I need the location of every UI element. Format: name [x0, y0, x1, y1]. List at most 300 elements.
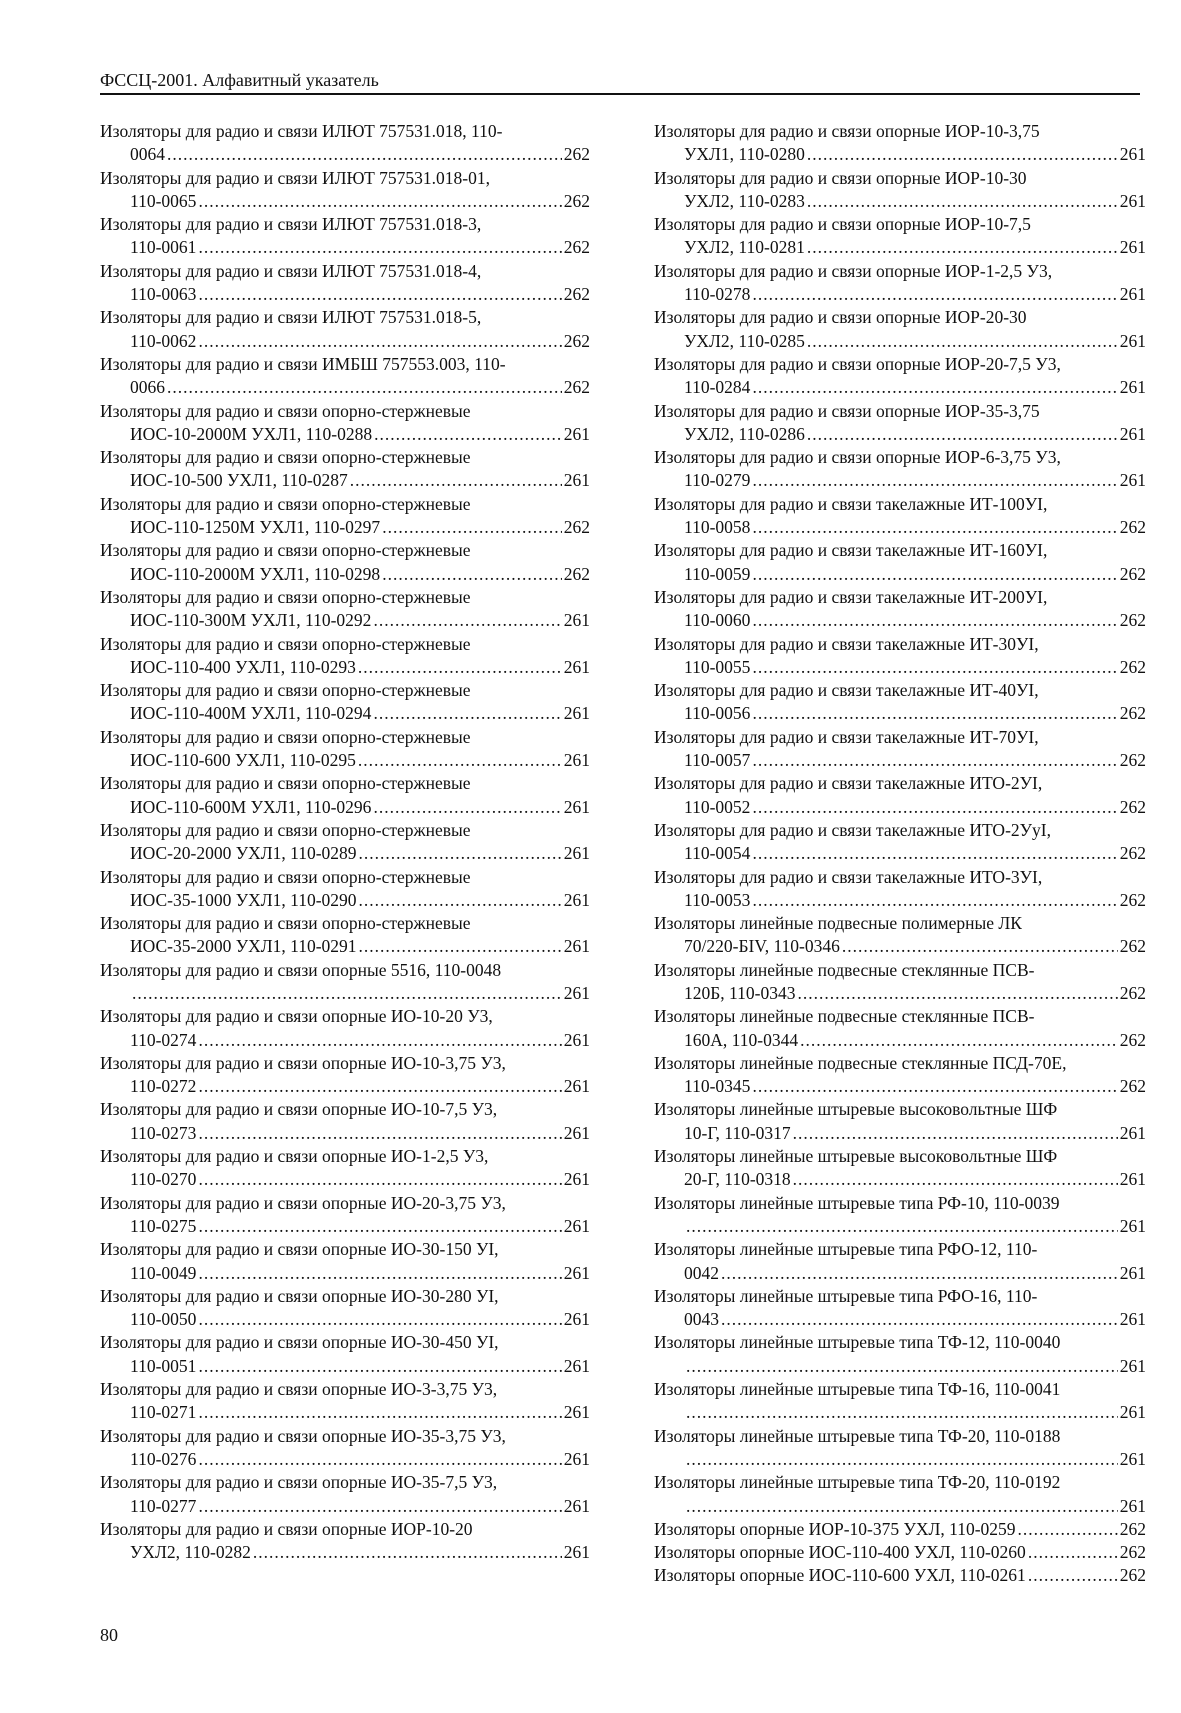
dot-leader [359, 935, 562, 958]
entry-continuation [654, 1075, 1146, 1098]
entry-title: Изоляторы для радио и связи опорные ИОР-10-30 [654, 167, 1027, 188]
dot-leader [167, 143, 562, 166]
index-entry [100, 260, 590, 307]
index-entry [100, 1192, 590, 1239]
entry-title: Изоляторы для радио и связи такелажные ИТ-160УІ, [654, 540, 1048, 561]
entry-continuation [100, 330, 590, 353]
entry-page: 262 [1119, 610, 1146, 631]
entry-title: Изоляторы для радио и связи опорные ИО-20-3,75 У3, [100, 1192, 506, 1213]
entry-page: 262 [1119, 656, 1146, 677]
entry-code: УХЛ1, 110-0280 [684, 144, 805, 165]
entry-code: ИОС-20-2000 УХЛ1, 110-0289 [130, 843, 357, 864]
dot-leader [752, 376, 1117, 399]
entry-code: 110-0284 [684, 377, 751, 398]
entry-title: Изоляторы для радио и связи опорные ИОР-20-7,5 У3, [654, 353, 1061, 374]
entry-continuation [100, 1401, 590, 1424]
dot-leader [382, 516, 562, 539]
entry-code: 110-0054 [684, 843, 751, 864]
entry-title: Изоляторы линейные штыревые типа ТФ-20, 110-0188 [654, 1425, 1061, 1446]
entry-title: Изоляторы для радио и связи опорные ИО-1-2,5 У3, [100, 1146, 489, 1167]
entry-code: 110-0057 [684, 750, 751, 771]
dot-leader [793, 1122, 1118, 1145]
entry-continuation [100, 982, 590, 1005]
entry-continuation [654, 563, 1146, 586]
entry-continuation [100, 283, 590, 306]
index-entry [100, 772, 590, 819]
dot-leader [752, 796, 1117, 819]
dot-leader [373, 796, 561, 819]
index-entry [100, 726, 590, 773]
entry-page: 262 [563, 563, 590, 584]
index-entry [654, 866, 1146, 913]
entry-continuation [654, 749, 1146, 772]
entry-page: 261 [1119, 377, 1146, 398]
entry-continuation [654, 796, 1146, 819]
dot-leader [359, 889, 562, 912]
entry-page: 261 [563, 796, 590, 817]
entry-continuation [654, 143, 1146, 166]
entry-page: 261 [563, 470, 590, 491]
index-entry [654, 1518, 1146, 1541]
entry-page: 262 [1119, 982, 1146, 1003]
entry-page: 262 [1119, 936, 1146, 957]
index-entry [654, 726, 1146, 773]
dot-leader [373, 702, 561, 725]
entry-page: 261 [1119, 1355, 1146, 1376]
entry-continuation [654, 842, 1146, 865]
dot-leader [752, 283, 1117, 306]
page-number: 80 [100, 1625, 118, 1645]
dot-leader [807, 236, 1118, 259]
entry-continuation [100, 1168, 590, 1191]
entry-continuation [654, 516, 1146, 539]
index-entry [654, 586, 1146, 633]
entry-page: 261 [563, 936, 590, 957]
entry-code: 10-Г, 110-0317 [684, 1122, 791, 1143]
index-entry [654, 1052, 1146, 1099]
dot-leader [752, 749, 1117, 772]
entry-page: 261 [1119, 1215, 1146, 1236]
entry-page: 261 [1119, 470, 1146, 491]
entry-page: 261 [1119, 144, 1146, 165]
index-entry [654, 446, 1146, 493]
dot-leader [842, 935, 1118, 958]
entry-code: 110-0279 [684, 470, 751, 491]
index-entry [100, 446, 590, 493]
entry-title: Изоляторы для радио и связи опорные ИОР-10-7,5 [654, 214, 1031, 235]
entry-page: 262 [1119, 796, 1146, 817]
entry-continuation [100, 1448, 590, 1471]
entry-code: 110-0065 [130, 190, 197, 211]
entry-page: 261 [1119, 1122, 1146, 1143]
dot-leader [686, 1355, 1118, 1378]
entry-code: 110-0271 [130, 1402, 197, 1423]
entry-continuation [654, 1308, 1146, 1331]
entry-code: 20-Г, 110-0318 [684, 1169, 791, 1190]
entry-page: 262 [563, 330, 590, 351]
dot-leader [721, 1262, 1118, 1285]
dot-leader [198, 1495, 561, 1518]
dot-leader [686, 1215, 1118, 1238]
entry-code: ИОС-110-400М УХЛ1, 110-0294 [130, 703, 372, 724]
entry-title: Изоляторы для радио и связи опорно-стержневые [100, 540, 471, 561]
entry-title: Изоляторы для радио и связи такелажные ИТ-200УІ, [654, 586, 1048, 607]
entry-code: 0064 [130, 144, 165, 165]
entry-title: Изоляторы для радио и связи ИЛЮТ 757531.018, 110- [100, 121, 503, 141]
entry-page: 261 [1119, 1448, 1146, 1469]
entry-code: ИОС-110-2000М УХЛ1, 110-0298 [130, 563, 381, 584]
entry-code: УХЛ2, 110-0282 [130, 1542, 251, 1563]
entry-page: 261 [563, 1355, 590, 1376]
entry-continuation [100, 423, 590, 446]
dot-leader [198, 1401, 561, 1424]
index-entry [100, 1378, 590, 1425]
entry-code: 110-0053 [684, 889, 751, 910]
entry-code: УХЛ2, 110-0283 [684, 190, 805, 211]
entry-title: Изоляторы для радио и связи опорные ИО-30-450 УІ, [100, 1332, 499, 1353]
entry-code: ИОС-110-600 УХЛ1, 110-0295 [130, 750, 356, 771]
dot-leader [198, 330, 561, 353]
entry-continuation [654, 1495, 1146, 1518]
entry-continuation [654, 1168, 1146, 1191]
entry-page: 261 [563, 1029, 590, 1050]
dot-leader [752, 516, 1117, 539]
dot-leader [721, 1308, 1118, 1331]
entry-title: Изоляторы для радио и связи ИМБШ 757553.003, 110- [100, 353, 506, 374]
entry-title: Изоляторы для радио и связи опорные ИОР-6-3,75 У3, [654, 447, 1061, 468]
entry-continuation [100, 1122, 590, 1145]
entry-page: 261 [1119, 237, 1146, 258]
index-entry [654, 1192, 1146, 1239]
entry-page: 262 [563, 284, 590, 305]
index-entry [654, 772, 1146, 819]
page-header [100, 70, 1140, 95]
dot-leader [253, 1541, 562, 1564]
entry-title: Изоляторы для радио и связи опорно-стержневые [100, 586, 471, 607]
entry-continuation [100, 1029, 590, 1052]
entry-title: Изоляторы линейные штыревые типа РФО-12, 110- [654, 1239, 1038, 1260]
index-entry [100, 959, 590, 1006]
index-entry [654, 1541, 1146, 1564]
entry-continuation [100, 1308, 590, 1331]
entry-title: Изоляторы для радио и связи опорные ИО-35-7,5 У3, [100, 1472, 498, 1493]
entry-title: Изоляторы для радио и связи опорные ИО-30-150 УІ, [100, 1239, 499, 1260]
index-entry [100, 679, 590, 726]
entry-continuation [654, 935, 1146, 958]
entry-title: Изоляторы линейные подвесные полимерные ЛК [654, 913, 1022, 934]
entry-title: Изоляторы для радио и связи опорно-стержневые [100, 493, 471, 514]
index-entry [654, 167, 1146, 214]
index-column-left [100, 120, 590, 1564]
entry-code: 70/220-БIV, 110-0346 [684, 936, 840, 957]
entry-code: 110-0276 [130, 1448, 197, 1469]
index-entry [100, 353, 590, 400]
entry-page: 261 [1119, 1169, 1146, 1190]
dot-leader [686, 1401, 1118, 1424]
entry-page: 261 [1119, 1402, 1146, 1423]
index-entry [100, 1052, 590, 1099]
entry-page: 261 [1119, 190, 1146, 211]
dot-leader [752, 702, 1117, 725]
entry-page: 261 [563, 703, 590, 724]
entry-title: Изоляторы для радио и связи такелажные ИТО-3УІ, [654, 866, 1043, 887]
entry-page: 262 [1119, 1518, 1146, 1539]
entry-page: 261 [1119, 284, 1146, 305]
dot-leader [807, 143, 1118, 166]
dot-leader [797, 982, 1117, 1005]
dot-leader [752, 469, 1117, 492]
entry-code: УХЛ2, 110-0281 [684, 237, 805, 258]
entry-title: Изоляторы для радио и связи ИЛЮТ 757531.018-3, [100, 214, 482, 235]
index-entry [100, 1331, 590, 1378]
entry-code: 110-0274 [130, 1029, 197, 1050]
entry-page: 261 [1119, 1495, 1146, 1516]
index-entry [654, 819, 1146, 866]
entry-continuation [654, 702, 1146, 725]
entry-page: 261 [563, 1076, 590, 1097]
dot-leader [800, 1029, 1118, 1052]
entry-page: 262 [563, 190, 590, 211]
entry-page: 261 [1119, 1309, 1146, 1330]
entry-title: Изоляторы опорные ИОС-110-600 УХЛ, 110-0261 [654, 1565, 1026, 1586]
entry-page: 261 [563, 1169, 590, 1190]
entry-title: Изоляторы опорные ИОР-10-375 УХЛ, 110-0259 [654, 1518, 1016, 1539]
entry-continuation [100, 143, 590, 166]
dot-leader [686, 1448, 1118, 1471]
dot-leader [752, 609, 1117, 632]
entry-code: 110-0278 [684, 284, 751, 305]
dot-leader [1028, 1541, 1118, 1564]
entry-page: 261 [563, 1495, 590, 1516]
entry-title: Изоляторы линейные штыревые высоковольтные ШФ [654, 1146, 1058, 1167]
entry-page: 262 [1119, 843, 1146, 864]
entry-title: Изоляторы для радио и связи такелажные ИТ-100УІ, [654, 493, 1048, 514]
dot-leader [198, 236, 561, 259]
entry-code: 110-0056 [684, 703, 751, 724]
entry-code: 110-0051 [130, 1355, 197, 1376]
dot-leader [807, 190, 1118, 213]
entry-code: 110-0277 [130, 1495, 197, 1516]
index-entry [654, 353, 1146, 400]
index-entry [100, 213, 590, 260]
entry-code: ИОС-35-2000 УХЛ1, 110-0291 [130, 936, 357, 957]
header-title: ФССЦ-2001. Алфавитный указатель [100, 70, 379, 90]
entry-code: 0042 [684, 1262, 719, 1283]
dot-leader [198, 1122, 561, 1145]
entry-title: Изоляторы линейные подвесные стеклянные ПСВ- [654, 959, 1035, 980]
entry-title: Изоляторы линейные штыревые типа ТФ-12, 110-0040 [654, 1332, 1061, 1353]
dot-leader [198, 1448, 561, 1471]
entry-page: 261 [563, 1542, 590, 1563]
entry-continuation [100, 796, 590, 819]
dot-leader [132, 982, 562, 1005]
entry-title: Изоляторы для радио и связи опорные ИО-10-3,75 У3, [100, 1052, 506, 1073]
index-entry [100, 912, 590, 959]
entry-page: 262 [563, 517, 590, 538]
dot-leader [1018, 1518, 1118, 1541]
entry-title: Изоляторы для радио и связи ИЛЮТ 757531.018-5, [100, 307, 482, 328]
entry-page: 262 [1119, 750, 1146, 771]
entry-page: 261 [563, 1309, 590, 1330]
entry-code: 110-0060 [684, 610, 751, 631]
index-entry [654, 1285, 1146, 1332]
index-entry [654, 1005, 1146, 1052]
entry-continuation [100, 516, 590, 539]
index-entry [100, 633, 590, 680]
entry-continuation [100, 190, 590, 213]
entry-title: Изоляторы линейные штыревые типа ТФ-16, 110-0041 [654, 1379, 1061, 1400]
entry-continuation [100, 656, 590, 679]
dot-leader [807, 423, 1118, 446]
entry-title: Изоляторы линейные подвесные стеклянные ПСД-70Е, [654, 1052, 1067, 1073]
entry-code: ИОС-10-500 УХЛ1, 110-0287 [130, 470, 348, 491]
index-entry [100, 866, 590, 913]
index-entry [100, 1145, 590, 1192]
index-entry [654, 1145, 1146, 1192]
index-entry [100, 586, 590, 633]
entry-continuation [654, 982, 1146, 1005]
entry-title: Изоляторы для радио и связи опорно-стержневые [100, 400, 471, 421]
entry-page: 261 [1119, 423, 1146, 444]
index-entry [654, 912, 1146, 959]
index-entry [100, 1425, 590, 1472]
entry-code: ИОС-110-300М УХЛ1, 110-0292 [130, 610, 372, 631]
index-entry [100, 306, 590, 353]
entry-code: 110-0275 [130, 1215, 197, 1236]
entry-title: Изоляторы для радио и связи опорно-стержневые [100, 633, 471, 654]
dot-leader [198, 1262, 561, 1285]
entry-continuation [654, 1262, 1146, 1285]
entry-code: 0066 [130, 377, 165, 398]
entry-continuation [100, 842, 590, 865]
entry-page: 261 [563, 423, 590, 444]
index-entry [100, 1238, 590, 1285]
entry-page: 262 [1119, 1076, 1146, 1097]
entry-page: 262 [1119, 517, 1146, 538]
entry-continuation [100, 749, 590, 772]
index-entry [654, 1564, 1146, 1587]
index-entry [100, 1285, 590, 1332]
dot-leader [374, 423, 562, 446]
entry-continuation [654, 190, 1146, 213]
entry-title: Изоляторы для радио и связи опорные ИО-30-280 УІ, [100, 1285, 499, 1306]
entry-continuation [100, 1495, 590, 1518]
entry-code: ИОС-110-400 УХЛ1, 110-0293 [130, 656, 356, 677]
entry-title: Изоляторы для радио и связи такелажные ИТ-40УІ, [654, 680, 1039, 701]
entry-code: ИОС-10-2000М УХЛ1, 110-0288 [130, 423, 373, 444]
dot-leader [198, 1168, 561, 1191]
index-column-right [654, 120, 1146, 1588]
entry-title: Изоляторы для радио и связи опорно-стержневые [100, 773, 471, 794]
dot-leader [373, 609, 561, 632]
entry-title: Изоляторы для радио и связи опорные ИОР-1-2,5 У3, [654, 260, 1053, 281]
entry-code: 0043 [684, 1309, 719, 1330]
entry-title: Изоляторы для радио и связи опорные 5516, 110-0048 [100, 959, 502, 980]
index-entry [654, 1238, 1146, 1285]
entry-continuation [654, 469, 1146, 492]
index-entry [100, 400, 590, 447]
entry-continuation [100, 889, 590, 912]
entry-page: 262 [563, 377, 590, 398]
entry-continuation [100, 469, 590, 492]
entry-continuation [100, 1262, 590, 1285]
dot-leader [198, 1075, 561, 1098]
entry-code: 110-0273 [130, 1122, 197, 1143]
entry-title: Изоляторы для радио и связи опорно-стержневые [100, 447, 471, 468]
entry-code: 160А, 110-0344 [684, 1029, 799, 1050]
entry-page: 261 [1119, 330, 1146, 351]
entry-title: Изоляторы линейные штыревые типа РФО-16, 110- [654, 1285, 1038, 1306]
index-entry [654, 1098, 1146, 1145]
entry-continuation [100, 1215, 590, 1238]
dot-leader [358, 749, 562, 772]
entry-page: 261 [563, 982, 590, 1003]
entry-title: Изоляторы для радио и связи опорно-стержневые [100, 680, 471, 701]
entry-title: Изоляторы для радио и связи опорные ИО-3-3,75 У3, [100, 1379, 498, 1400]
entry-continuation [654, 609, 1146, 632]
entry-continuation [100, 1355, 590, 1378]
entry-code: 110-0061 [130, 237, 197, 258]
entry-page: 262 [1119, 563, 1146, 584]
entry-title: Изоляторы для радио и связи опорные ИО-35-3,75 У3, [100, 1425, 506, 1446]
index-entry [100, 1518, 590, 1565]
entry-continuation [654, 236, 1146, 259]
entry-title: Изоляторы для радио и связи ИЛЮТ 757531.018-4, [100, 260, 482, 281]
entry-page: 261 [563, 1402, 590, 1423]
dot-leader [752, 656, 1117, 679]
entry-title: Изоляторы для радио и связи опорно-стержневые [100, 819, 471, 840]
entry-code: 110-0063 [130, 284, 197, 305]
entry-page: 261 [563, 1448, 590, 1469]
entry-title: Изоляторы для радио и связи ИЛЮТ 757531.018-01, [100, 167, 490, 188]
entry-code: 110-0062 [130, 330, 197, 351]
entry-title: Изоляторы линейные штыревые высоковольтные ШФ [654, 1099, 1058, 1120]
dot-leader [807, 330, 1118, 353]
entry-code: УХЛ2, 110-0285 [684, 330, 805, 351]
entry-code: ИОС-110-1250М УХЛ1, 110-0297 [130, 517, 381, 538]
dot-leader [198, 1308, 561, 1331]
entry-title: Изоляторы для радио и связи опорные ИО-10-7,5 У3, [100, 1099, 498, 1120]
entry-title: Изоляторы линейные штыревые типа РФ-10, 110-0039 [654, 1192, 1060, 1213]
entry-page: 262 [1119, 1565, 1146, 1586]
entry-code: 110-0345 [684, 1076, 751, 1097]
entry-continuation [654, 330, 1146, 353]
entry-page: 261 [1119, 1262, 1146, 1283]
dot-leader [752, 563, 1117, 586]
dot-leader [198, 1029, 561, 1052]
entry-continuation [654, 1401, 1146, 1424]
entry-continuation [654, 283, 1146, 306]
dot-leader [198, 190, 561, 213]
entry-continuation [654, 1122, 1146, 1145]
index-entry [654, 120, 1146, 167]
entry-page: 262 [1119, 1542, 1146, 1563]
entry-title: Изоляторы для радио и связи опорные ИОР-20-30 [654, 307, 1027, 328]
dot-leader [198, 283, 561, 306]
entry-title: Изоляторы для радио и связи опорные ИО-10-20 У3, [100, 1006, 493, 1027]
dot-leader [793, 1168, 1118, 1191]
entry-continuation [100, 702, 590, 725]
index-entry [100, 539, 590, 586]
entry-page: 261 [563, 889, 590, 910]
dot-leader [1028, 1564, 1118, 1587]
entry-title: Изоляторы для радио и связи опорные ИОР-10-20 [100, 1518, 473, 1539]
entry-title: Изоляторы опорные ИОС-110-400 УХЛ, 110-0260 [654, 1542, 1026, 1563]
dot-leader [359, 842, 562, 865]
entry-page: 261 [563, 610, 590, 631]
entry-continuation [100, 935, 590, 958]
index-entry [654, 1425, 1146, 1472]
